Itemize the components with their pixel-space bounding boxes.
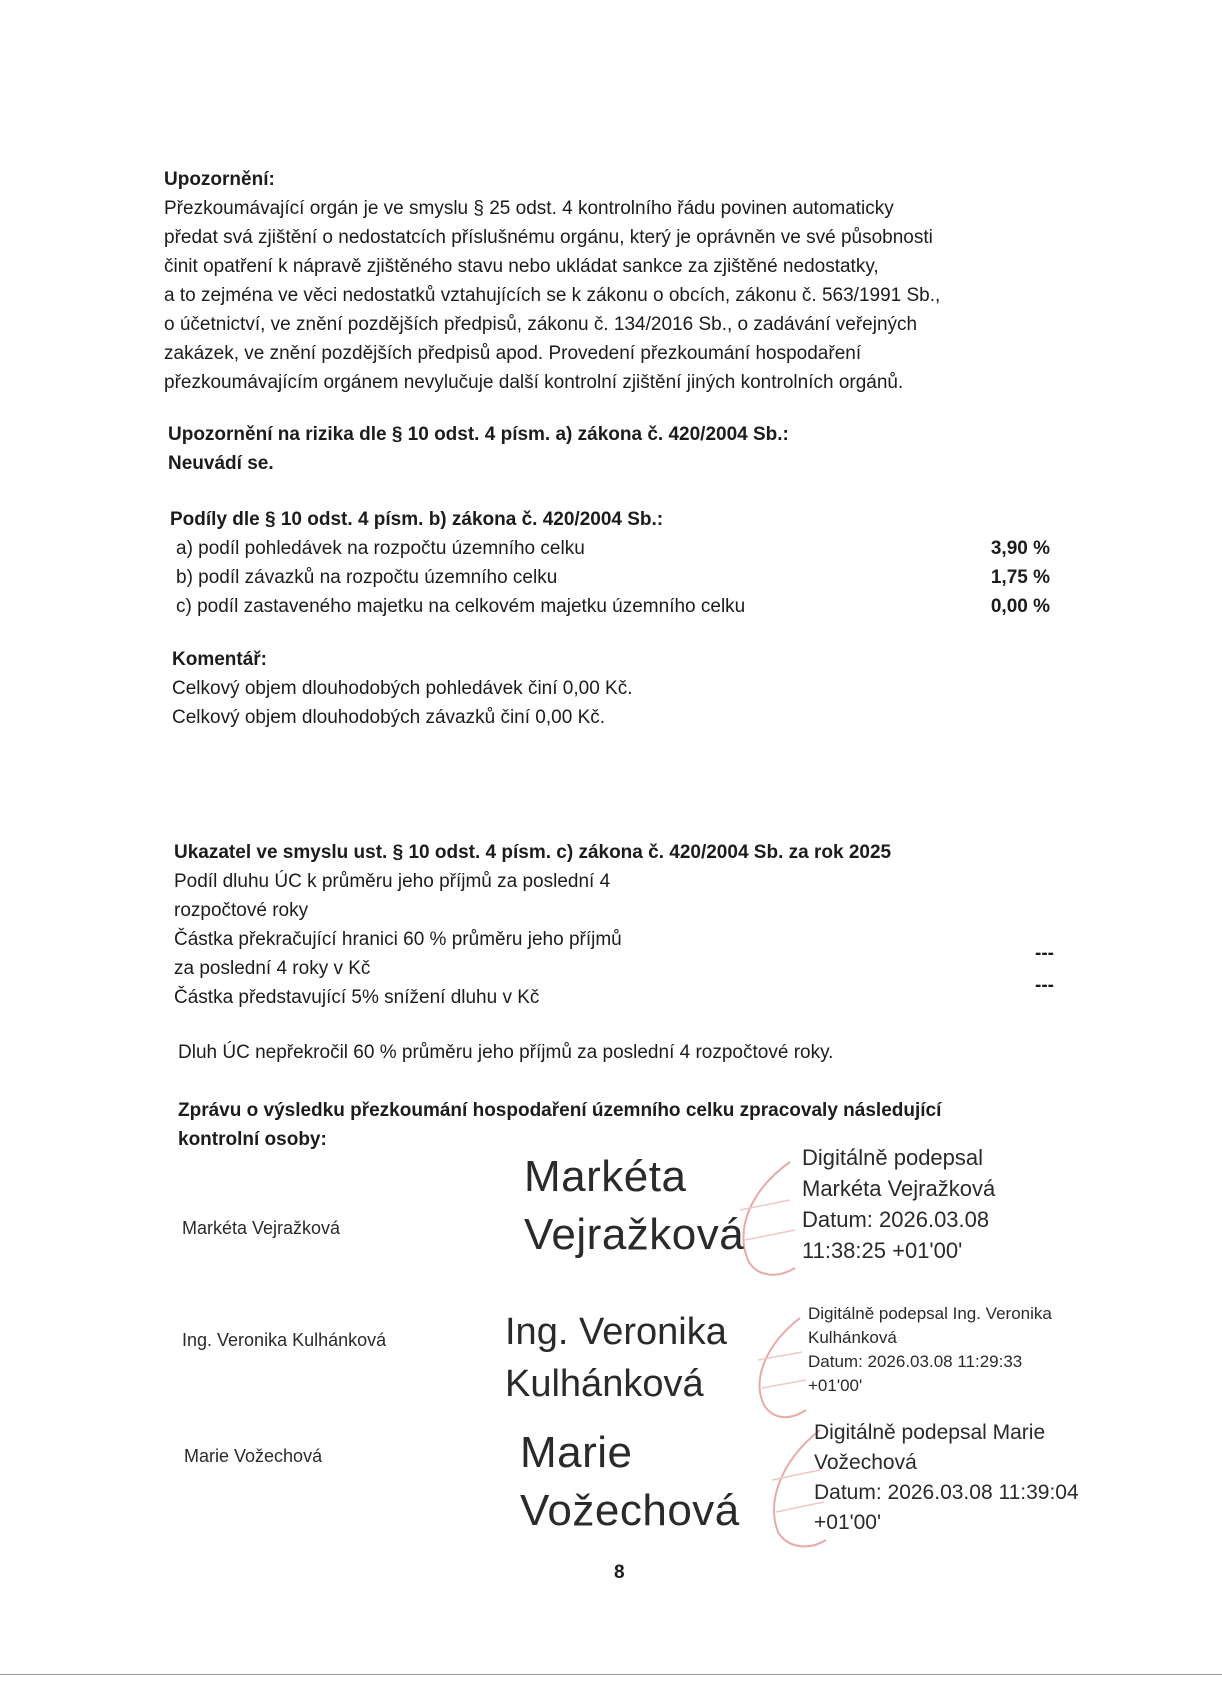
page-number: 8 [614,1562,625,1583]
shares-heading: Podíly dle § 10 odst. 4 písm. b) zákona č. 420/2004 Sb.: [170,509,664,530]
signature-meta-line: Markéta Vejražková [802,1176,996,1201]
indicator-line: za poslední 4 roky v Kč [174,958,371,979]
signature-graphic [520,1424,740,1540]
signatory-name: Ing. Veronika Kulhánková [182,1330,387,1350]
signature-graphic [505,1306,727,1410]
signature-text: Markéta [524,1152,687,1201]
indicator-line: rozpočtové roky [174,900,309,921]
signature-meta [802,1142,995,1266]
share-value: 0,00 % [990,596,1050,617]
indicator-line: Částka překračující hranici 60 % průměru jeho příjmů [174,929,622,950]
signature-meta-line: Vožechová [814,1451,917,1474]
notice-line: a to zejména ve věci nedostatků vztahujících se k zákonu o obcích, zákonu č. 563/1991 Sb., [164,285,941,306]
share-label: a) podíl pohledávek na rozpočtu územního celku [176,538,585,559]
signatory-name: Marie Vožechová [184,1446,323,1466]
share-row [170,534,1050,563]
risks-section [168,420,1048,478]
scan-edge-divider [0,1674,1222,1675]
notice-heading: Upozornění: [164,169,275,190]
indicator-line: Podíl dluhu ÚC k průměru jeho příjmů za poslední 4 [174,871,611,892]
signature-meta-line: +01'00' [808,1376,863,1395]
signature-meta-line: +01'00' [814,1511,881,1534]
shares-section [170,505,1050,621]
signature-text: Vožechová [520,1486,740,1535]
notice-line: předat svá zjištění o nedostatcích příslušnému orgánu, který je oprávněn ve své působnosti [164,227,933,248]
notice-line: Přezkoumávající orgán je ve smyslu § 25 odst. 4 kontrolního řádu povinen automaticky [164,198,894,219]
share-row [170,563,1050,592]
report-heading: Zprávu o výsledku přezkoumání hospodaření územního celku zpracovaly následující [178,1100,942,1121]
indicator-value-exceeding: --- [1035,943,1054,964]
signature-meta-line: Kulhánková [808,1328,897,1347]
notice-line: zakázek, ve znění pozdějších předpisů apod. Provedení přezkoumání hospodaření [164,343,862,364]
risks-text: Neuvádí se. [168,453,274,474]
comment-section [172,645,872,732]
share-label: b) podíl závazků na rozpočtu územního celku [176,567,558,588]
share-row [170,592,1050,621]
indicator-heading: Ukazatel ve smyslu ust. § 10 odst. 4 písm. c) zákona č. 420/2004 Sb. za rok 2025 [174,842,892,863]
signature-meta-line: Datum: 2026.03.08 11:39:04 [814,1481,1079,1504]
notice-line: přezkoumávajícím orgánem nevylučuje další kontrolní zjištění jiných kontrolních orgánů. [164,372,904,393]
signature-meta-line: 11:38:25 +01'00' [802,1238,963,1263]
comment-line: Celkový objem dlouhodobých závazků činí 0,00 Kč. [172,707,606,728]
signature-text: Vejražková [524,1210,745,1259]
indicator-section [174,838,1054,1012]
indicator-line: Částka představující 5% snížení dluhu v Kč [174,987,540,1008]
signature-text: Marie [520,1428,633,1477]
comment-line: Celkový objem dlouhodobých pohledávek činí 0,00 Kč. [172,678,633,699]
signature-meta-line: Digitálně podepsal [802,1145,984,1170]
signatory-name: Markéta Vejražková [182,1218,341,1238]
indicator-row-reduction [174,975,1054,1012]
indicator-row-exceeding [174,925,1054,964]
signature-meta-line: Digitálně podepsal Marie [814,1421,1046,1444]
signature-meta-line: Datum: 2026.03.08 11:29:33 [808,1352,1023,1371]
signature-text: Ing. Veronika [505,1311,727,1353]
share-value: 1,75 % [990,567,1050,588]
signature-meta-line: Digitálně podepsal Ing. Veronika [808,1304,1052,1323]
share-value: 3,90 % [990,538,1050,559]
signature-meta [814,1418,1079,1538]
signature-text: Kulhánková [505,1363,704,1405]
comment-heading: Komentář: [172,649,268,670]
report-heading: kontrolní osoby: [178,1129,327,1150]
notice-section [164,165,1044,397]
signature-graphic [524,1148,744,1264]
signature-meta-line: Datum: 2026.03.08 [802,1207,990,1232]
indicator-value-reduction: --- [1035,975,1054,996]
signature-meta [808,1302,1052,1398]
notice-line: o účetnictví, ve znění pozdějších předpisů, zákonu č. 134/2016 Sb., o zadávání veřejných [164,314,918,335]
risks-heading: Upozornění na rizika dle § 10 odst. 4 písm. a) zákona č. 420/2004 Sb.: [168,424,789,445]
share-label: c) podíl zastaveného majetku na celkovém majetku územního celku [176,596,746,617]
notice-line: činit opatření k nápravě zjištěného stavu nebo ukládat sankce za zjištěné nedostatky, [164,256,879,277]
indicator-conclusion: Dluh ÚC nepřekročil 60 % průměru jeho příjmů za poslední 4 rozpočtové roky. [178,1042,834,1063]
